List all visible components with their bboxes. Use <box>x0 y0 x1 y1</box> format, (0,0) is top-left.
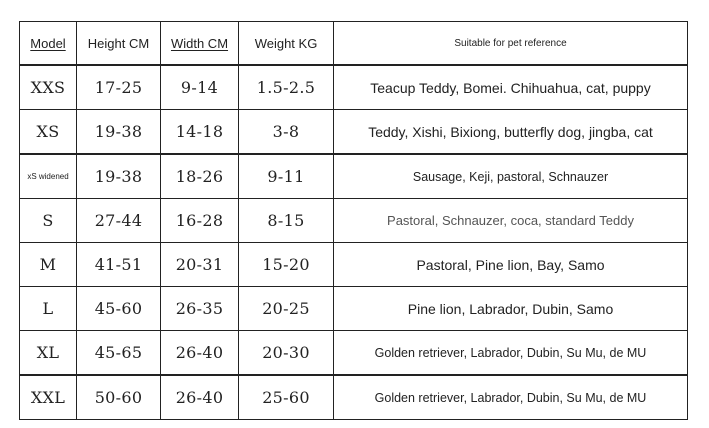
weight-cell: 20-30 <box>239 331 334 376</box>
height-cell: 41-51 <box>77 243 161 287</box>
height-cell: 27-44 <box>77 199 161 243</box>
header-height: Height CM <box>77 22 161 66</box>
weight-cell: 15-20 <box>239 243 334 287</box>
reference-cell: Teddy, Xishi, Bixiong, butterfly dog, jingba, cat <box>334 110 688 155</box>
header-row <box>20 22 688 66</box>
size-chart-table <box>19 21 688 420</box>
reference-cell: Golden retriever, Labrador, Dubin, Su Mu, de MU <box>334 375 688 420</box>
model-cell: XXS <box>20 65 77 110</box>
width-cell: 9-14 <box>161 65 239 110</box>
width-cell: 18-26 <box>161 154 239 199</box>
height-cell: 19-38 <box>77 110 161 155</box>
height-cell: 45-65 <box>77 331 161 376</box>
weight-cell: 9-11 <box>239 154 334 199</box>
weight-cell: 20-25 <box>239 287 334 331</box>
header-width: Width CM <box>161 22 239 66</box>
model-cell: XS <box>20 110 77 155</box>
reference-cell: Pine lion, Labrador, Dubin, Samo <box>334 287 688 331</box>
header-reference: Suitable for pet reference <box>334 22 688 66</box>
height-cell: 45-60 <box>77 287 161 331</box>
height-cell: 17-25 <box>77 65 161 110</box>
header-model: Model <box>20 22 77 66</box>
weight-cell: 1.5-2.5 <box>239 65 334 110</box>
model-cell: XXL <box>20 375 77 420</box>
table-row <box>20 243 688 287</box>
weight-cell: 8-15 <box>239 199 334 243</box>
width-cell: 26-40 <box>161 331 239 376</box>
table-row <box>20 199 688 243</box>
table-row <box>20 331 688 376</box>
weight-cell: 3-8 <box>239 110 334 155</box>
reference-cell: Golden retriever, Labrador, Dubin, Su Mu, de MU <box>334 331 688 376</box>
table-row <box>20 65 688 110</box>
reference-cell: Teacup Teddy, Bomei. Chihuahua, cat, puppy <box>334 65 688 110</box>
table-row <box>20 110 688 155</box>
reference-cell: Sausage, Keji, pastoral, Schnauzer <box>334 154 688 199</box>
model-cell: XL <box>20 331 77 376</box>
reference-cell: Pastoral, Pine lion, Bay, Samo <box>334 243 688 287</box>
width-cell: 26-40 <box>161 375 239 420</box>
height-cell: 50-60 <box>77 375 161 420</box>
table-row <box>20 154 688 199</box>
width-cell: 26-35 <box>161 287 239 331</box>
width-cell: 14-18 <box>161 110 239 155</box>
height-cell: 19-38 <box>77 154 161 199</box>
width-cell: 20-31 <box>161 243 239 287</box>
model-cell: S <box>20 199 77 243</box>
reference-cell: Pastoral, Schnauzer, coca, standard Teddy <box>334 199 688 243</box>
weight-cell: 25-60 <box>239 375 334 420</box>
width-cell: 16-28 <box>161 199 239 243</box>
table-row <box>20 375 688 420</box>
model-cell: M <box>20 243 77 287</box>
model-cell: xS widened <box>20 154 77 199</box>
model-cell: L <box>20 287 77 331</box>
header-weight: Weight KG <box>239 22 334 66</box>
table-row <box>20 287 688 331</box>
